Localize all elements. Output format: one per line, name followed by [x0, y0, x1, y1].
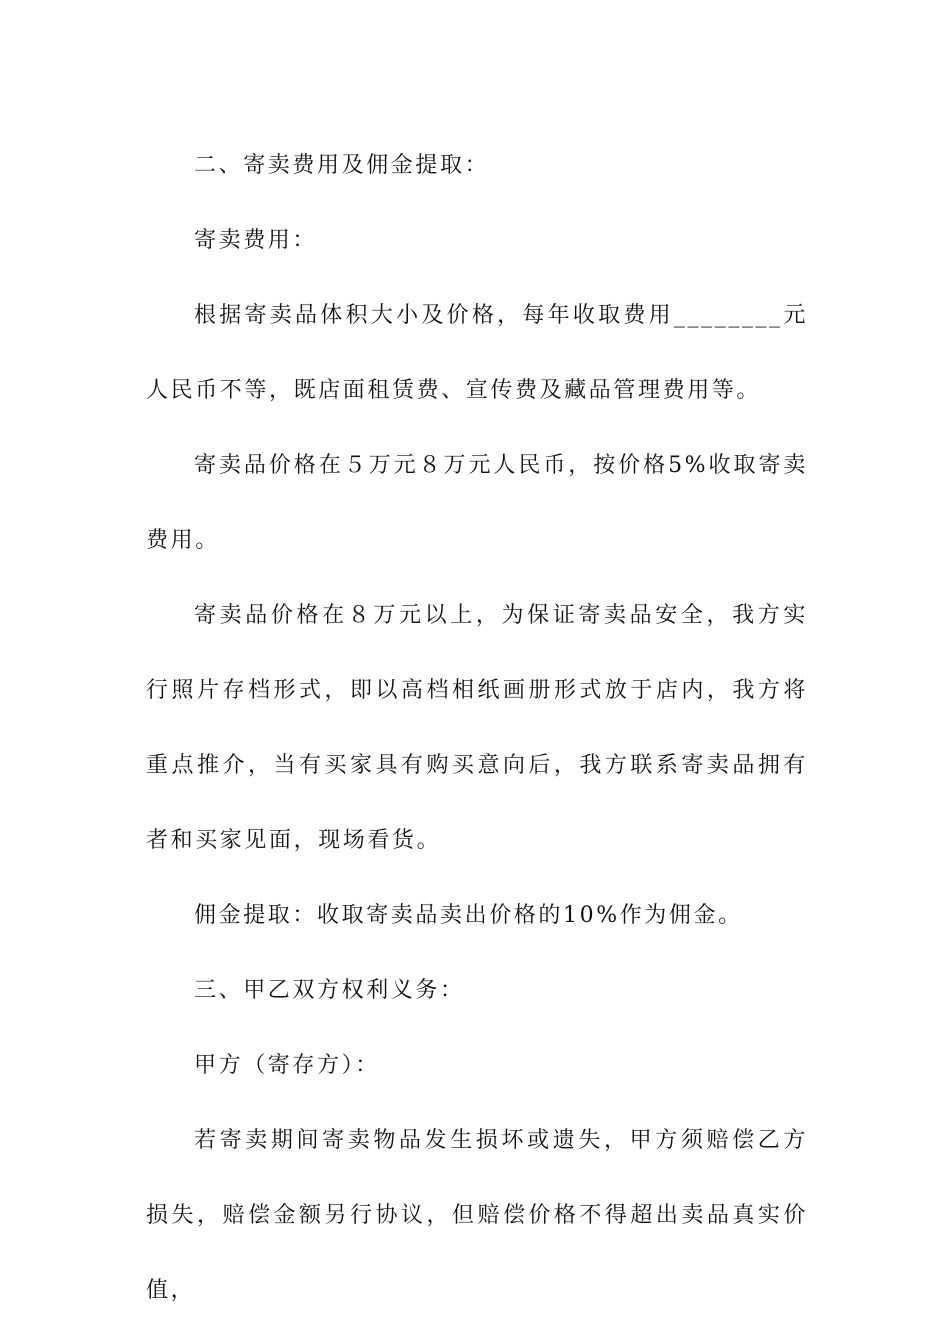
section-heading-3: 三、甲乙双方权利义务：	[194, 978, 465, 1003]
document-page	[146, 128, 808, 1328]
paragraph-commission: 佣金提取：收取寄卖品卖出价格的10%作为佣金。	[194, 903, 743, 928]
paragraph-fee-5-to-8: 寄卖品价格在５万元８万元人民币，按价格5%收取寄卖费用。	[146, 453, 808, 553]
paragraph-party-a-liability: 若寄卖期间寄卖物品发生损坏或遗失，甲方须赔偿乙方损失，赔偿金额另行协议，但赔偿价格不得超出卖品真实价值，	[146, 1128, 808, 1303]
subheading-party-a: 甲方（寄存方）：	[194, 1053, 380, 1078]
subheading-consignment-fee: 寄卖费用：	[194, 228, 318, 253]
section-heading-2: 二、寄卖费用及佣金提取：	[194, 153, 490, 178]
paragraph-annual-fee: 根据寄卖品体积大小及价格，每年收取费用________元人民币不等，既店面租赁费、宣传费及藏品管理费用等。	[146, 303, 808, 403]
paragraph-fee-over-8: 寄卖品价格在８万元以上，为保证寄卖品安全，我方实行照片存档形式，即以高档相纸画册形式放于店内，我方将重点推介，当有买家具有购买意向后，我方联系寄卖品拥有者和买家见面，现场看货。	[146, 603, 808, 853]
